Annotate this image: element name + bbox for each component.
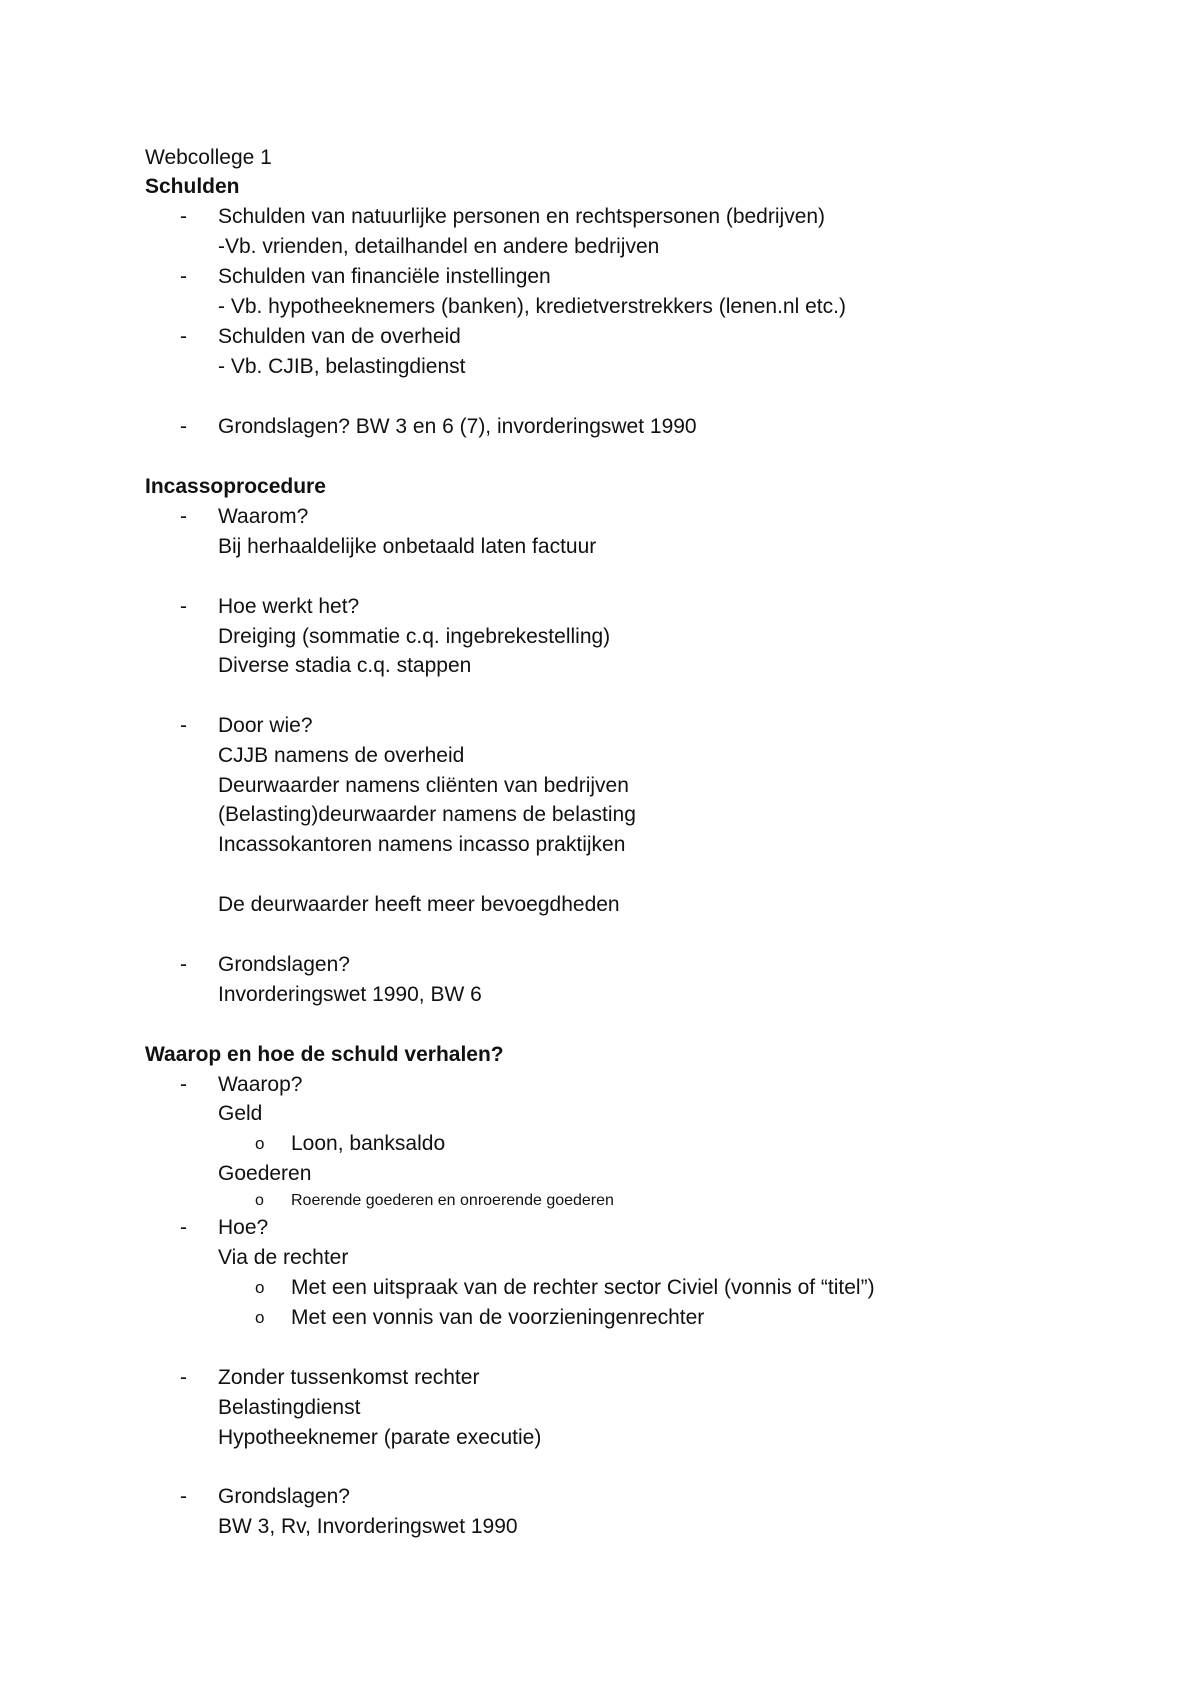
list-item: Hoe werkt het?	[218, 595, 360, 618]
dash-marker: -	[180, 1366, 187, 1389]
list-item: Grondslagen?	[218, 1485, 350, 1508]
list-item: Waarom?	[218, 505, 309, 528]
heading-waarop-en-hoe: Waarop en hoe de schuld verhalen?	[145, 1043, 504, 1066]
list-item-text: Hypotheeknemer (parate executie)	[218, 1426, 542, 1449]
heading-schulden: Schulden	[145, 175, 240, 198]
bullet-marker: o	[255, 1192, 264, 1209]
list-item-text: Goederen	[218, 1162, 312, 1185]
list-item-text: Belastingdienst	[218, 1396, 361, 1419]
list-item: Grondslagen? BW 3 en 6 (7), invorderingswet 1990	[218, 415, 697, 438]
document-title: Webcollege 1	[145, 146, 272, 169]
list-item-text: De deurwaarder heeft meer bevoegdheden	[218, 893, 620, 916]
list-item-text: Invorderingswet 1990, BW 6	[218, 983, 482, 1006]
list-item-text: Via de rechter	[218, 1246, 349, 1269]
list-item-text: Geld	[218, 1102, 263, 1125]
list-item: Schulden van de overheid	[218, 325, 461, 348]
list-item: Waarop?	[218, 1073, 303, 1096]
dash-marker: -	[180, 1485, 187, 1508]
sub-list-item: Met een vonnis van de voorzieningenrechter	[291, 1306, 705, 1329]
bullet-marker: o	[255, 1278, 265, 1297]
sub-list-item: Met een uitspraak van de rechter sector Civiel (vonnis of “titel”)	[291, 1276, 875, 1299]
dash-marker: -	[180, 325, 187, 348]
list-item-text: Deurwaarder namens cliënten van bedrijven	[218, 774, 629, 797]
dash-marker: -	[180, 1216, 187, 1239]
list-item-text: Dreiging (sommatie c.q. ingebrekestelling)	[218, 625, 611, 648]
list-item: Door wie?	[218, 714, 313, 737]
list-item: Schulden van natuurlijke personen en rechtspersonen (bedrijven)	[218, 205, 826, 228]
list-item-sub: -Vb. vrienden, detailhandel en andere bedrijven	[218, 235, 660, 258]
list-item-text: CJJB namens de overheid	[218, 744, 465, 767]
list-item-sub: - Vb. hypotheeknemers (banken), kredietverstrekkers (lenen.nl etc.)	[218, 295, 846, 318]
bullet-marker: o	[255, 1308, 265, 1327]
dash-marker: -	[180, 953, 187, 976]
list-item-text: BW 3, Rv, Invorderingswet 1990	[218, 1515, 518, 1538]
list-item: Hoe?	[218, 1216, 269, 1239]
list-item-text: Bij herhaaldelijke onbetaald laten factuur	[218, 535, 597, 558]
dash-marker: -	[180, 265, 187, 288]
list-item-text: (Belasting)deurwaarder namens de belasting	[218, 803, 636, 826]
dash-marker: -	[180, 595, 187, 618]
dash-marker: -	[180, 205, 187, 228]
dash-marker: -	[180, 415, 187, 438]
sub-list-item: Roerende goederen en onroerende goederen	[291, 1192, 614, 1209]
list-item: Schulden van financiële instellingen	[218, 265, 551, 288]
list-item: Zonder tussenkomst rechter	[218, 1366, 480, 1389]
bullet-marker: o	[255, 1134, 265, 1153]
dash-marker: -	[180, 505, 187, 528]
dash-marker: -	[180, 714, 187, 737]
list-item-text: Diverse stadia c.q. stappen	[218, 654, 472, 677]
dash-marker: -	[180, 1073, 187, 1096]
heading-incassoprocedure: Incassoprocedure	[145, 475, 326, 498]
list-item: Grondslagen?	[218, 953, 350, 976]
sub-list-item: Loon, banksaldo	[291, 1132, 446, 1155]
list-item-text: Incassokantoren namens incasso praktijken	[218, 833, 626, 856]
list-item-sub: - Vb. CJIB, belastingdienst	[218, 355, 466, 378]
